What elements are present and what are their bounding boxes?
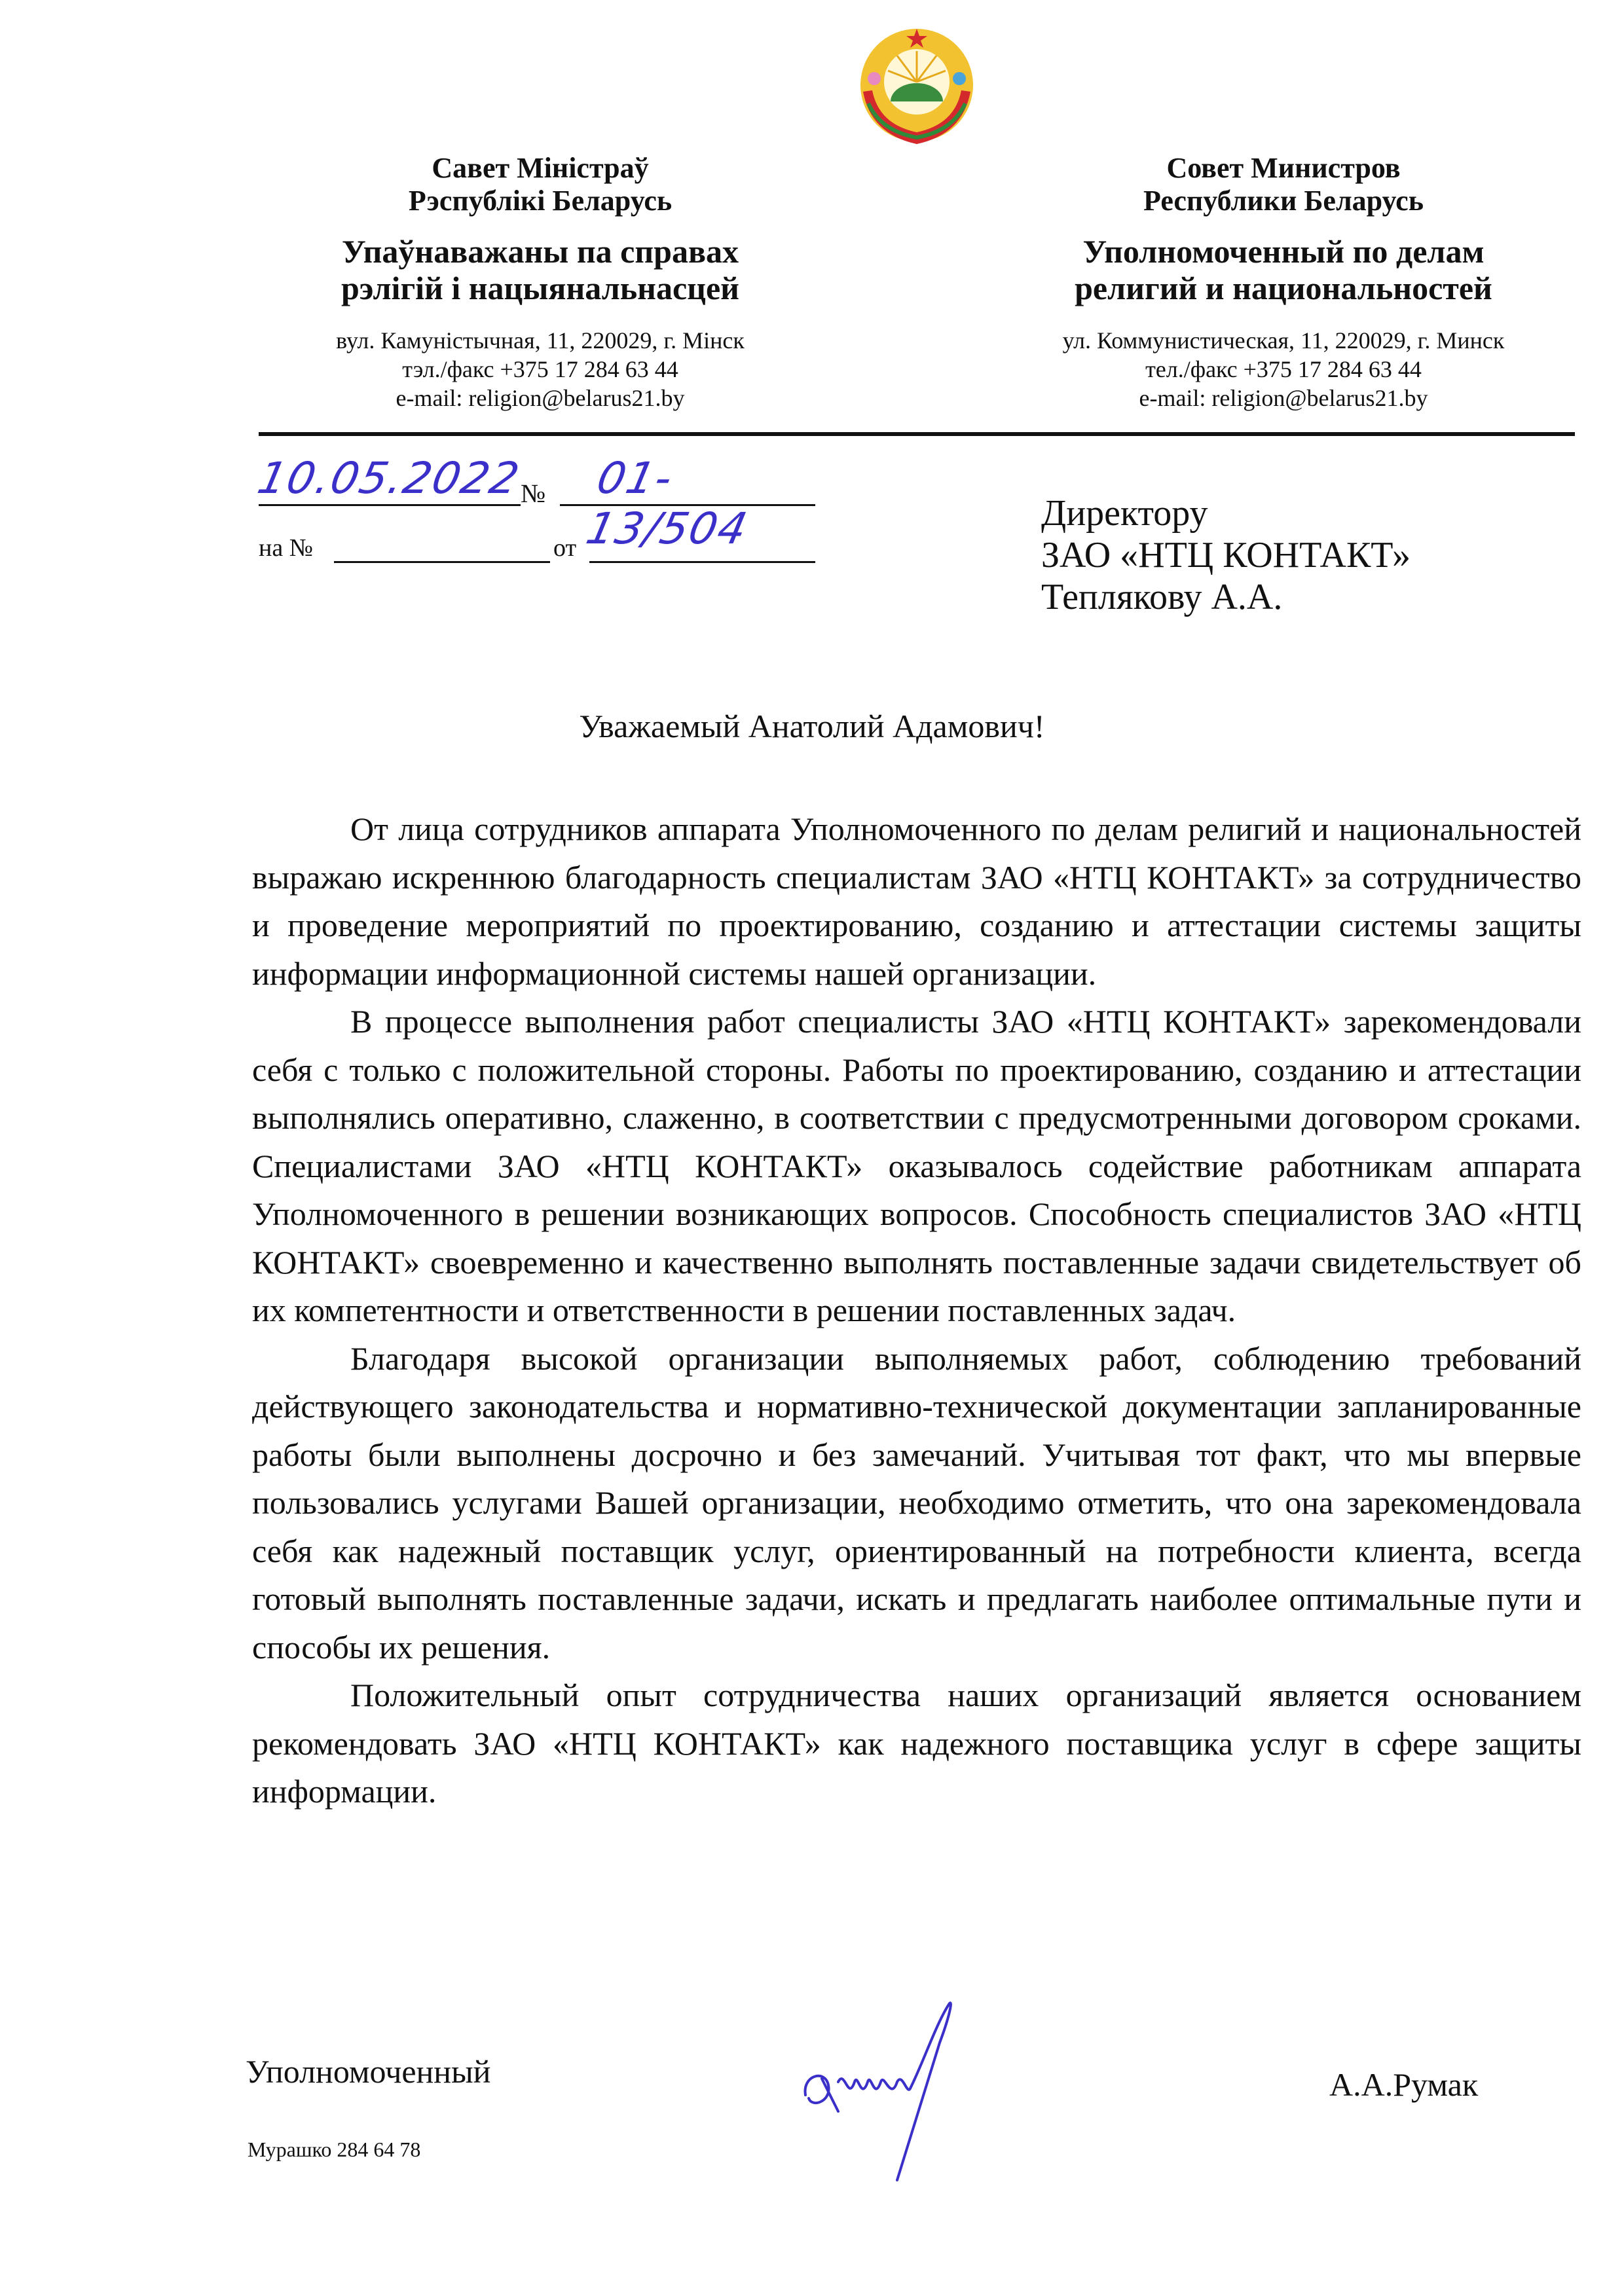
signatory-title: Уполномоченный — [246, 2053, 491, 2090]
phone: тэл./факс +375 17 284 63 44 — [402, 356, 678, 382]
handwritten-signature — [799, 1997, 1074, 2193]
header-russian — [989, 152, 1578, 412]
org-name-line1: Совет Министров — [1166, 152, 1401, 184]
registration-number: 01-13/504 — [581, 453, 753, 554]
paragraph: Положительный опыт сотрудничества наших организаций является основанием рекомендовать ЗАО «НТЦ КОНТАКТ» как надежного поставщика услуг в сфере защиты информации. — [252, 1677, 1581, 1810]
addressee-company: ЗАО «НТЦ КОНТАКТ» — [1041, 535, 1411, 575]
date-underline — [259, 504, 521, 506]
reference-line — [259, 527, 815, 566]
org-name-line2: Рэспублікі Беларусь — [408, 185, 673, 217]
paragraph: В процессе выполнения работ специалисты ЗАО «НТЦ КОНТАКТ» зарекомендовали себя с только с положительной стороны. Работы по проектированию, созданию и аттестации выполнялись оперативно, слаженно, в соответствии с предусмотренными договором сроками. Специалистами ЗАО «НТЦ КОНТАКТ» оказывалось содействие работникам аппарата Уполномоченного в решении возникающих вопросов. Способность специалистов ЗАО «НТЦ КОНТАКТ» своевременно и качественно выполнять поставленные задачи свидетельствует об их компетентности и ответственности в решении поставленных задач. — [252, 1003, 1581, 1328]
number-label: № — [521, 479, 546, 508]
dept-name-line1: Уполномоченный по делам — [1082, 233, 1485, 270]
letter-body — [252, 805, 1581, 1816]
executor-contact: Мурашко 284 64 78 — [248, 2138, 421, 2161]
header-divider — [259, 432, 1575, 436]
registration-date: 10.05.2022 — [253, 453, 525, 503]
address: вул. Камуністычная, 11, 220029, г. Мінск — [336, 327, 745, 354]
email: e-mail: religion@belarus21.by — [1139, 385, 1428, 411]
phone: тел./факс +375 17 284 63 44 — [1145, 356, 1422, 382]
signatory-name: А.А.Румак — [1329, 2066, 1479, 2103]
addressee-name: Теплякову А.А. — [1041, 577, 1283, 617]
dept-name-line1: Упаўнаважаны па справах — [342, 233, 739, 270]
state-emblem-icon — [845, 20, 989, 151]
salutation: Уважаемый Анатолий Адамович! — [579, 708, 1045, 744]
dept-name-line2: религий и национальностей — [1075, 270, 1492, 306]
addressee-position: Директору — [1041, 493, 1208, 534]
ref-number-label: на № — [259, 534, 313, 562]
dept-name-line2: рэлігій і нацыянальнасцей — [341, 270, 739, 306]
org-name-line2: Республики Беларусь — [1143, 185, 1424, 217]
ref-number-underline — [334, 561, 550, 563]
org-name-line1: Савет Міністраў — [432, 152, 649, 184]
ref-from-label: от — [553, 534, 577, 562]
address: ул. Коммунистическая, 11, 220029, г. Минск — [1062, 327, 1505, 354]
paragraph: Благодаря высокой организации выполняемых работ, соблюдению требований действующего законодательства и нормативно-технической документации запланированные работы были выполнены досрочно и без замечаний. Учитывая тот факт, что мы впервые пользовались услугами Вашей организации, необходимо отметить, что она зарекомендовала себя как надежный поставщик услуг, ориентированный на потребности клиента, всегда готовый выполнять поставленные задачи, искать и предлагать наиболее оптимальные пути и способы их решения. — [252, 1339, 1581, 1666]
addressee — [1041, 492, 1411, 618]
ref-date-underline — [589, 561, 815, 563]
header-belarusian — [246, 152, 835, 412]
paragraph: От лица сотрудников аппарата Уполномоченного по делам религий и национальностей выражаю искреннюю благодарность специалистам ЗАО «НТЦ КОНТАКТ» за сотрудничество и проведение мероприятий по проектированию, созданию и аттестации системы защиты информации информационной системы нашей организации. — [252, 811, 1581, 992]
email: e-mail: religion@belarus21.by — [396, 385, 685, 411]
